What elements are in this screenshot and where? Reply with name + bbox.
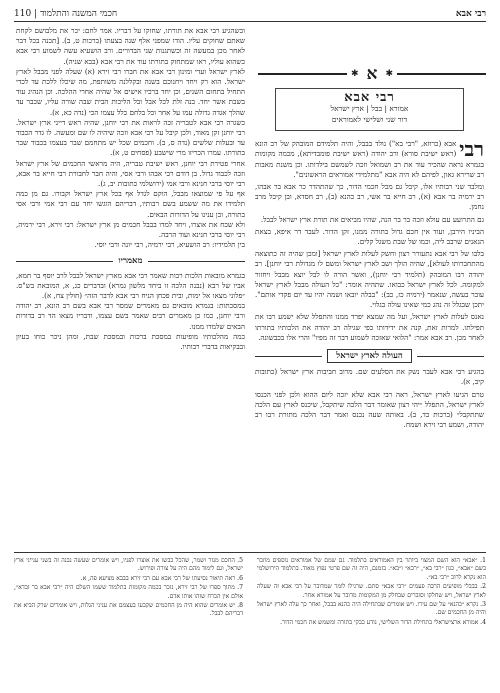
- entry-name-box: [275, 88, 464, 131]
- divider: [417, 356, 484, 357]
- left-paragraph: וכשהגיע רבי אבא את תורתו, שחזקו על דבריו. אמר לחם: יכר את מלבושם לקחת שאתם שחוקים עליו. הודו שמפני אלף שנה בצעתו (ברכות ט, ב). [תכנה בכל דבר לאחר מכן במעשה זה וכשתגנות שני הבדורים. ורב הושעיא עשה לשמוע רבי אבא כשהוא עוליו, ראו שמתחזק בתורתו עוד את רבי אבא (בבא שניה).: [16, 26, 245, 66]
- footnote: 4. אמורא ארצישראלי בתחילת הדור השלישי, נודע כבקי בתורה ומשמש את חכמי הדור.: [280, 618, 486, 626]
- left-paragraph: בגמרא מובאות הלכות רבות שאמר רבי אבא מארץ ישראל לבבל לרב יוסף בר חמא, אביו של רבא (נבנה הלכה זו ביחד מלשון גמרא) ובדברים כג, א, המובאת בש"ס. ״פלוני מצאו אל ימות, ובית פכחן הניח רבי אבא לדבר הזה״ (חולין צח, א).: [16, 270, 245, 301]
- section-heading-text: העולה לארץ ישראל: [327, 349, 412, 363]
- running-header: [14, 6, 486, 22]
- header-running-title: 110 | חכמי המשנה והתלמוד: [14, 9, 118, 19]
- right-paragraph: ומלבד שני רבותיו אלו, קיבל גם מכל חכמי הדור, כך שהתהדר כר אבא בר אבהו, רב ירמיה בר אבא (א), רב חייא בר אשי, רב כהנא (ב), רב חסדא, ובן קיבל מרב נחמן.: [255, 182, 484, 212]
- footnote: 6. ראה תיאור נסיעתו של רבי אבא עם רבי זירא בבבא מציעא פה, א.: [80, 574, 243, 582]
- footnote: 8. יש אומרים שהוא היה מן החכמים שקבעו בעצמם את עניני הגלות, ויש אומרים שרק הביא את דבריהם לבבל.: [14, 602, 243, 618]
- footnotes-left-column: [14, 557, 243, 685]
- star-ornament-icon: ✱: [350, 69, 359, 79]
- left-paragraph: כמה מהלכותיו מופיעות במסכת ברכות ובמסכת שבת, ומהן ניכר כוחו בעיון ובבקיאות בדברי רבותיו.: [16, 331, 245, 352]
- right-paragraph: טרם הגיעו לארץ ישראל, ראה רבי אבא שלא יזכה ליום ההוא ולכן לפני הכנסו לארץ ישראל, התפלל ״יהי רצון שאומר דבר הלכה שיתקבל, שיכנס לארץ עם הלכה שתתקבל״ (ברכות כד, ב). באותה שעה נכנס ואמר דבר הלכה מתורת רבו רב יהודה, ושמע רבי זירא ושמח.: [255, 389, 484, 430]
- footnote: 3. נקרא ״כהנא״ על שם עירו. ויש אומרים שבתחילה היה כהנא בבבל, ואחר כך עלה לארץ ישראל והיה מן החכמים שם.: [257, 601, 486, 617]
- right-paragraph: בהגיע רבי אבא לעבר נשק את הסלעים שם. מרוב חביבות ארץ ישראל (כתובות קיב, א).: [255, 367, 484, 387]
- footnotes: [14, 552, 486, 685]
- left-paragraph: ולא שכח את אוצרו, ויחד למדו בבבל חכמים מן ארץ ישראל: רבי זירא, רבי ירמיה, רבי יוסי ברבי חנינא ועוד הרבה.: [16, 219, 245, 240]
- divider: [258, 73, 347, 75]
- header-title: רבי אבא: [455, 9, 486, 19]
- footnote: 5. החכם מנזר ושמר, שהכל כבשו את אוצרו לפניו, ויש אומרים שעשה נבנה זה בשני ענייני ארץ ישראל, וגם לימוד מהם היה על צורה ופירוש.: [14, 557, 243, 573]
- footnotes-right-column: [257, 557, 486, 685]
- right-paragraph: גם התרועע עם עולא וזכה בר בר הנה, שהיו מביאים את תורת ארץ ישראל לבבל.: [260, 214, 484, 224]
- paragraph-text: אבא (כרוזא, "רבי בא") נולד בבבל, והיה תלמידם המובהק של רב הונא (ראש ישיבת סורא) ורב יהודה (ראש ישיבת פומבדיתא), מכמה מקומות בגמרא נראה שהכיר עוד את רב ושמואל וזכה לשמשם בילדותו. וכן משנת מאבות רב שרירא גאון, לפיהם לא היה אבא "מתלמידי אמוראים הראשונים".: [255, 139, 484, 179]
- entry-meta-line: דור שני ושלישי לאמוראים: [331, 115, 408, 125]
- footnote: 7. מתוך ספרו של רבי זירא, נזכר בכמה מקומות בתלמוד ששמו השלם היה ״רבי אבא בר זבדא״, אולם אין הכרח שזהו אותו אדם.: [14, 584, 243, 600]
- star-ornament-icon: ✱: [385, 69, 393, 79]
- left-paragraph: אף על פי שמוצאו מבבל, הוקם לגדל אף בכל ארץ ישראל וקבורו. גם מן כמה תלמידו את מה ששמע בשם רבותיו, דבריהם הוגשו יחד עם רבי אמי ורבי אסי בתורה, וכן ענינו על הדורות הבאים.: [16, 189, 245, 219]
- divider: [148, 261, 245, 262]
- left-paragraph: במסכתות: בגמרא מובאים גם מאמרים שמסר רבי אבא בשם רב הונא, רב יהודה ורבי יוחנן, כמו כן מאמרים רבים שאמר בשם עצמו, ודבריו מצאו הד רב בדורות הבאים שלמדו ממנו.: [16, 301, 245, 331]
- left-column: [16, 26, 245, 352]
- footnote: 2. בבבלי מופיעים הרבה פעמים ״רבי אבא״ סתם. שרגילו לומר שמדובר על רבי אבא זה שעלה לארץ ישראל, ויש שחלקו וסוברים שבחלק מן המקומות מדובר על אמורא אחר.: [257, 583, 486, 599]
- divider: [397, 73, 486, 75]
- left-paragraph: לארץ ישראל ועדי ומינון רבי אבא את חברו רבי זירא (א) שעלה לפני מבבל לארץ ישראל. הוא רק ויחד ויחנוכם בשנה ובקללנה משותפת, מה שיכלו ללכת עד לכדי התחיל בתחום השנים, וכן יחד ברכיו אישים אל שהיה אחרי ההלכה. וכן הנהיג עוד בשבת אשר יחד. בנה זלת לכל אבל ובל הליכות הבית שבה שורה עליו, שכבר עד שהלך אגדה גדולה עמו על אחר וכל בלחם כלל עצמו הכי (נדה כא, א).: [16, 66, 245, 117]
- section-heading-aliyah: [255, 349, 484, 363]
- right-column: [255, 86, 484, 432]
- right-paragraph: הביניו הירבן, ועוד אין חכם גדול בתורה ממנו, זקן הדור. לעבד דר איפא, בצאת הגאנים שרבב ליה, וכמו של שבת משגל קלים.: [255, 226, 484, 247]
- entry-name: רבי אבא: [344, 90, 395, 105]
- divider: [16, 261, 113, 262]
- drop-cap: רבי: [459, 137, 484, 162]
- footnote: 1. ״אבא״ הוא השם המצוי ביותר בין האמוראים בתלמוד. גם שמם של אמוראים נוספים מוזכר בשם ״אבא״, כגון ״רבי בא״, ״רבא״ ו״בא״. בזמנם, היה זה שם פרטי נפוץ מאוד. בתלמוד הירושלמי הוא נקרא לרוב ״רבי בא״.: [257, 557, 486, 581]
- entry-meta-line: אמורא | בבל | ארץ ישראל: [330, 104, 409, 114]
- section-heading-sayings: [16, 256, 245, 266]
- left-paragraph: בין תלמידיו: רב הושעיא, רבי ירמיה, רבי יונה ורבי יוסי.: [94, 240, 245, 250]
- section-heading-text: מאמריו: [118, 256, 143, 267]
- section-letter: א: [366, 64, 378, 84]
- left-paragraph: אחרי פטירת רבי יוחנן, ראש ישיבת טבריה, היה מראשי החכמים של ארץ ישראל וזכה לכבוד גדול. בן דודם רבי אבהו ורבי אסי, והיה חבר לחבורת רבי חייא בר אבא, רבי יוסי ברבי חנינא ורבי אמי (ירושלמי כתובות יב, ג).: [16, 158, 245, 189]
- right-paragraph: בלבו של רבי אבא נתעורר רצון וחשק לעלות לארץ ישראל [ומכן שהיה זה כתוצאה מהתחברותו לעולא], שהיה הולך ושב לארץ ישראל ומשם לו מגדולת רבי יוחנן]. רב יהודה רבו המובהק (תלמיד רבי יוחנן), ואשר הורה לו לבל יוצא מבבל ויחזור למקומה. לכל לארץ ישראל כבואו. שתהיה אומר: "כל העולה מבבל לארץ ישראל עובר בעשה, שנאמר (ירמיה כז, כב): "בבלה יובאו ושמה יהיו עד יום פקדי אותם". יתכן שבגלל זה נהג כמי שאינו עולה בגלוי.: [255, 249, 484, 310]
- right-paragraph: [255, 139, 484, 180]
- section-letter-banner: [258, 66, 486, 82]
- right-paragraph: נאנס לעלות לארץ ישראל, ועל מה שמצא יפרד ממנו והתפלל שלא ישמע רבו את תפילתו. למרות זאת, קנה את ידידותו כפי שגילה רב יהודה את הלכותיו בתורתו לאחר מכן. רב אבא אמר: "הלואי שאזכה לשמוע דבר זה מפיו" והרי אלו בכבשונה.: [255, 312, 484, 342]
- left-paragraph: כשגרה רבי אבא לטבריה זכה לראות את רבי יוחנן, שהיה ראש דייני ארץ ישראל. רבי יוחנן זקן מאוד, ולכן קיבל על רבי אבא וזכה שיהיה לו שם ומעשה. לו גדר הכבוד עד ובעלות שלשים (נדה ס, ב). וחכמים שכל יש מתחמם שבר בעצמו בכבוד שבר בתורתו. עמרו הכריזו מרי שישבע (פסחים ט, א).: [16, 117, 245, 158]
- divider: [255, 356, 322, 357]
